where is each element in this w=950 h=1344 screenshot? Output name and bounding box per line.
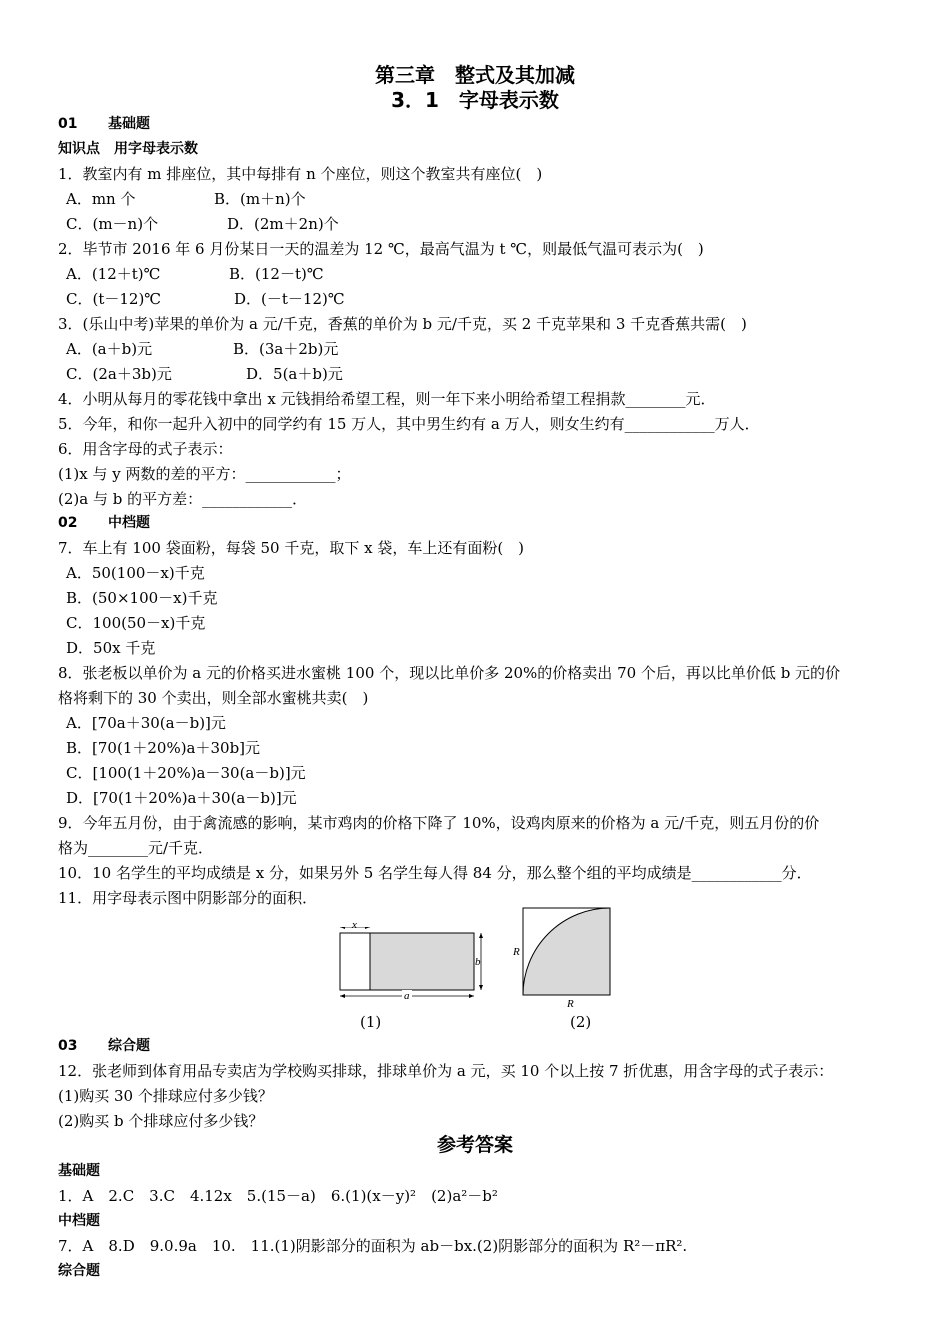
question-2-option-b: B．(12－t)℃ <box>229 265 324 283</box>
question-3: 3．(乐山中考)苹果的单价为 a 元/千克，香蕉的单价为 b 元/千克，买 2 千克苹果和 3 千克香蕉共需( ) <box>58 315 747 333</box>
question-12-part-1: (1)购买 30 个排球应付多少钱？ <box>58 1087 273 1105</box>
section-1-number: 01 <box>58 116 78 132</box>
question-7: 7．车上有 100 袋面粉，每袋 50 千克，取下 x 袋，车上还有面粉( ) <box>58 539 525 557</box>
question-6: 6．用含字母的式子表示： <box>58 440 233 458</box>
figure-2-quarter-circle-diagram <box>508 905 618 1010</box>
question-5: 5．今年，和你一起升入初中的同学约有 15 万人，其中男生约有 a 万人，则女生约有____________万人． <box>58 415 760 433</box>
question-1-option-b: B．(m＋n)个 <box>214 190 306 208</box>
figure-1-caption: (1) <box>360 1013 382 1031</box>
answers-heading: 参考答案 <box>436 1134 513 1156</box>
question-7-option-a: A．50(100－x)千克 <box>66 564 205 582</box>
question-12: 12．张老师到体育用品专卖店为学校购买排球，排球单价为 a 元，买 10 个以上按 7 折优惠，用含字母的式子表示： <box>58 1062 834 1080</box>
figure-1-label-x: x <box>352 919 357 931</box>
question-3-option-a: A．(a＋b)元 <box>66 340 153 358</box>
section-3-name: 综合题 <box>108 1038 150 1054</box>
question-1-option-a: A．mn 个 <box>66 190 136 208</box>
question-2-option-d: D．(－t－12)℃ <box>234 290 345 308</box>
answers-group-1-label: 基础题 <box>58 1163 100 1179</box>
question-3-option-c: C．(2a＋3b)元 <box>66 365 172 383</box>
answers-group-2-label: 中档题 <box>58 1213 100 1229</box>
question-3-option-b: B．(3a＋2b)元 <box>233 340 339 358</box>
figure-2-caption: (2) <box>570 1013 592 1031</box>
question-1-option-d: D．(2m＋2n)个 <box>227 215 339 233</box>
question-1: 1．教室内有 m 排座位，其中每排有 n 个座位，则这个教室共有座位( ) <box>58 165 543 183</box>
question-6-part-1: (1)x 与 y 两数的差的平方：____________； <box>58 465 351 483</box>
question-2: 2．毕节市 2016 年 6 月份某日一天的温差为 12 ℃，最高气温为 t ℃，则最低气温可表示为( ) <box>58 240 704 258</box>
question-7-option-b: B．(50×100－x)千克 <box>66 589 218 607</box>
question-7-option-d: D．50x 千克 <box>66 639 156 657</box>
answers-group-3-label: 综合题 <box>58 1263 100 1279</box>
question-8-line-1: 8．张老板以单价为 a 元的价格买进水蜜桃 100 个，现以比单价多 20%的价格卖出 70 个后，再以比单价低 b 元的价 <box>58 664 841 682</box>
figure-1-rectangle-diagram <box>336 915 496 1000</box>
question-9-line-1: 9．今年五月份，由于禽流感的影响，某市鸡肉的价格下降了 10%，设鸡肉原来的价格为 a 元/千克，则五月份的价 <box>58 814 820 832</box>
question-9-line-2: 格为________元/千克． <box>58 839 214 857</box>
figure-1-label-a: a <box>404 990 410 1000</box>
question-8-option-a: A．[70a＋30(a－b)]元 <box>66 714 226 732</box>
question-10: 10．10 名学生的平均成绩是 x 分，如果另外 5 名学生每人得 84 分，那么整个组的平均成绩是____________分． <box>58 864 812 882</box>
question-6-part-2: (2)a 与 b 的平方差：____________． <box>58 490 308 508</box>
question-8-option-c: C．[100(1＋20%)a－30(a－b)]元 <box>66 764 306 782</box>
answers-group-1-line: 1．A 2.C 3.C 4.12x 5.(15－a) 6.(1)(x－y)² (2)a²－b² <box>58 1187 498 1205</box>
knowledge-point: 知识点 用字母表示数 <box>58 141 198 157</box>
question-7-option-c: C．100(50－x)千克 <box>66 614 206 632</box>
figure-1-label-b: b <box>475 956 481 968</box>
figure-2-label-r-bottom: R <box>567 998 574 1010</box>
question-2-option-c: C．(t－12)℃ <box>66 290 162 308</box>
question-11: 11．用字母表示图中阴影部分的面积． <box>58 889 318 907</box>
question-4: 4．小明从每月的零花钱中拿出 x 元钱捐给希望工程，则一年下来小明给希望工程捐款________元． <box>58 390 716 408</box>
question-1-option-c: C．(m－n)个 <box>66 215 159 233</box>
section-2-number: 02 <box>58 515 78 531</box>
question-2-option-a: A．(12＋t)℃ <box>66 265 161 283</box>
section-title: 3．1 字母表示数 <box>391 88 559 112</box>
figure-2-label-r-left: R <box>513 946 520 958</box>
section-2-name: 中档题 <box>108 515 150 531</box>
question-12-part-2: (2)购买 b 个排球应付多少钱？ <box>58 1112 264 1130</box>
question-3-option-d: D．5(a＋b)元 <box>246 365 343 383</box>
answers-group-2-line: 7．A 8.D 9.0.9a 10. 11.(1)阴影部分的面积为 ab－bx.(2)阴影部分的面积为 R²－πR². <box>58 1237 688 1255</box>
question-8-option-d: D．[70(1＋20%)a＋30(a－b)]元 <box>66 789 297 807</box>
question-8-option-b: B．[70(1＋20%)a＋30b]元 <box>66 739 261 757</box>
question-8-line-2: 格将剩下的 30 个卖出，则全部水蜜桃共卖( ) <box>58 689 369 707</box>
section-1-name: 基础题 <box>108 116 150 132</box>
chapter-title: 第三章 整式及其加减 <box>375 63 575 87</box>
section-3-number: 03 <box>58 1038 78 1054</box>
